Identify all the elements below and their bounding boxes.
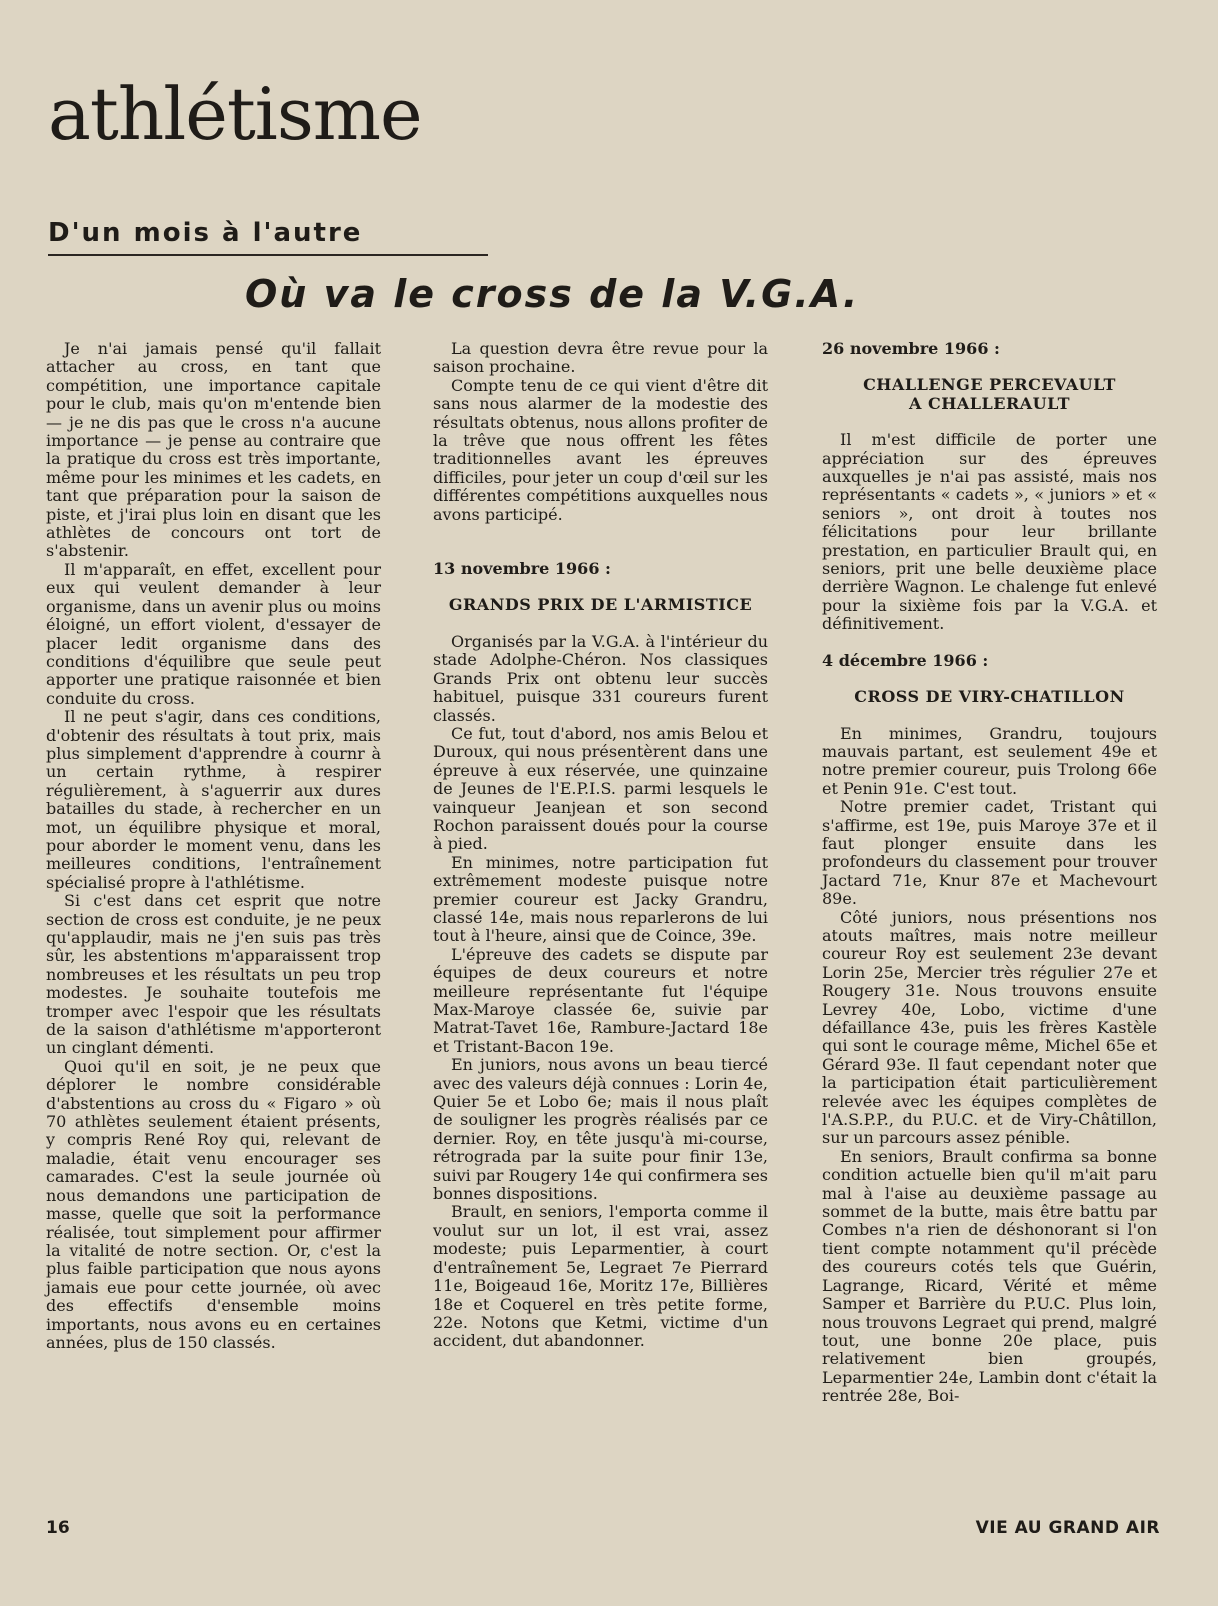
event-title: GRANDS PRIX DE L'ARMISTICE: [448, 595, 753, 615]
paragraph: Il m'est difficile de porter une appréciation sur des épreuves auxquelles je n'ai pas assisté, mais nos représentants « cadets », « juniors » et « seniors », ont droit à toutes nos félicitations pour leur brillante prestation, en particulier Brault qui, en seniors, prit une belle deuxième place derrière Wagnon. Le chalenge fut enlevé pour la sixième fois par la V.G.A. et définitivement.: [822, 430, 1157, 634]
paragraph: Notre premier cadet, Tristant qui s'affirme, est 19e, puis Maroye 37e et il faut plonger ensuite dans les profondeurs du classement pour trouver Jactard 71e, Knur 87e et Machevourt 89e.: [822, 797, 1157, 909]
event-title: A CHALLERAULT: [909, 393, 1070, 413]
paragraph: Il m'apparaît, en effet, excellent pour eux qui veulent demander à leur organisme, dans un avenir plus ou moins éloigné, un effort violent, d'essayer de placer ledit organisme dans des conditions d'équilibre que seule peut apporter une pratique raisonnée et bien conduite du cross.: [46, 559, 381, 708]
paragraph: Ce fut, tout d'abord, nos amis Belou et Duroux, qui nous présentèrent dans une épreuve à eux réservée, une quinzaine de Jeunes de l'E.P.I.S. parmi lesquels le vainqueur Jeanjean et son second Rochon paraissent doués pour la course à pied.: [433, 723, 768, 854]
section-title: athlétisme: [48, 72, 422, 156]
paragraph: Brault, en seniors, l'emporta comme il voulut sur un lot, il est vrai, assez modeste; puis Leparmentier, à court d'entraînement 5e, Legraet 7e Pierrard 11e, Boigeaud 16e, Moritz 17e, Billières 18e et Coquerel en très petite forme, 22e. Notons que Ketmi, victime d'un accident, dut abandonner.: [433, 1202, 768, 1351]
paragraph: L'épreuve des cadets se dispute par équipes de deux coureurs et notre meilleure représentante fut l'équipe Max-Maroye classée 6e, suivie par Matrat-Tavet 16e, Rambure-Jactard 18e et Tristant-Bacon 19e.: [433, 944, 768, 1056]
event-title: CROSS DE VIRY-CHATILLON: [854, 687, 1125, 707]
article-headline: Où va le cross de la V.G.A.: [245, 272, 860, 316]
paragraph: En juniors, nous avons un beau tiercé avec des valeurs déjà connues : Lorin 4e, Quier 5e et Lobo 6e; mais il nous plaît de souligner les progrès réalisés par ce dernier. Roy, en tête jusqu'à mi-course, rétrograda par la suite pour finir 13e, suivi par Rougery 14e qui confirmera ses bonnes dispositions.: [433, 1055, 768, 1204]
event-title: CHALLENGE PERCEVAULT: [863, 375, 1116, 395]
article-column-1: [46, 340, 381, 1352]
paragraph: Il ne peut s'agir, dans ces conditions, d'obtenir des résultats à tout prix, mais plus simplement d'apprendre à cournr à un certain rythme, à respirer régulièrement, à s'aguerrir aux dures batailles du stade, à rechercher en un mot, un équilibre physique et moral, pour aborder le moment venu, dans les meilleures conditions, l'entraînement spécialisé propre à l'athlétisme.: [46, 707, 381, 892]
paragraph: Je n'ai jamais pensé qu'il fallait attacher au cross, en tant que compétition, une importance capitale pour le club, mais qu'on m'entende bien — je ne dis pas que le cross n'a aucune importance — je pense au contraire que la pratique du cross est très importante, même pour les minimes et les cadets, en tant que préparation pour la saison de piste, et j'irai plus loin en disant que les athlètes de concours ont tort de s'abstenir.: [46, 339, 381, 561]
page-number: 16: [46, 1518, 70, 1538]
paragraph: En seniors, Brault confirma sa bonne condition actuelle bien qu'il m'ait paru mal à l'aise au deuxième passage au sommet de la butte, mais être battu par Combes n'a rien de déshonorant si l'on tient compte notamment qu'il précède des coureurs cotés tels que Guérin, Lagrange, Ricard, Vérité et même Samper et Barrière du P.U.C. Plus loin, nous trouvons Legraet qui prend, malgré tout, une bonne 20e place, puis relativement bien groupés, Leparmentier 24e, Lambin dont c'était la rentrée 28e, Boi-: [822, 1146, 1157, 1406]
paragraph: En minimes, notre participation fut extrêmement modeste puisque notre premier coureur est Jacky Grandru, classé 14e, mais nous reparlerons de lui tout à l'heure, ainsi que de Coince, 39e.: [433, 852, 768, 946]
event-date: 13 novembre 1966 :: [433, 559, 611, 579]
event-date: 4 décembre 1966 :: [822, 650, 989, 670]
paragraph: En minimes, Grandru, toujours mauvais partant, est seulement 49e et notre premier coureur, puis Trolong 66e et Penin 91e. C'est tout.: [822, 723, 1157, 798]
column-kicker: D'un mois à l'autre: [48, 218, 488, 256]
paragraph: Organisés par la V.G.A. à l'intérieur du stade Adolphe-Chéron. Nos classiques Grands Prix ont obtenu leur succès habituel, puisque 331 coureurs furent classés.: [433, 631, 768, 725]
event-date: 26 novembre 1966 :: [822, 339, 1000, 358]
paragraph: Compte tenu de ce qui vient d'être dit sans nous alarmer de la modestie des résultats obtenus, nous allons profiter de la trêve que nous offrent les fêtes traditionnelles avant les épreuves difficiles, pour jeter un coup d'œil sur les différentes compétitions auxquelles nous avons participé.: [433, 375, 768, 524]
magazine-name: VIE AU GRAND AIR: [975, 1518, 1160, 1538]
paragraph: Quoi qu'il en soit, je ne peux que déplorer le nombre considérable d'abstentions au cross du « Figaro » où 70 athlètes seulement étaient présents, y compris René Roy qui, relevant de maladie, était venu encourager ses camarades. C'est la seule journée où nous demandons une participation de masse, quelle que soit la performance réalisée, tout simplement pour affirmer la vitalité de notre section. Or, c'est la plus faible participation que nous ayons jamais eue pour cette journée, où avec des effectifs d'ensemble moins importants, nous avons eu en certaines années, plus de 150 classés.: [46, 1056, 381, 1352]
article-column-2: [433, 340, 768, 1351]
paragraph: Si c'est dans cet esprit que notre section de cross est conduite, je ne peux qu'applaudir, mais ne j'en suis pas très sûr, les abstentions m'apparaissent trop nombreuses et les résultats un peu trop modestes. Je souhaite toutefois me tromper avec l'espoir que les résultats de la saison d'athlétisme m'apporteront un cinglant démenti.: [46, 891, 381, 1058]
paragraph: La question devra être revue pour la saison prochaine.: [433, 339, 768, 377]
article-column-3: [822, 340, 1157, 1406]
paragraph: Côté juniors, nous présentions nos atouts maîtres, mais notre meilleur coureur Roy est seulement 23e devant Lorin 25e, Mercier très régulier 27e et Rougery 31e. Nous trouvons ensuite Levrey 40e, Lobo, victime d'une défaillance 43e, puis les frères Kastèle qui sont le courage même, Michel 65e et Gérard 93e. Il faut cependant noter que la participation était particulièrement relevée avec les équipes complètes de l'A.S.P.P., du P.U.C. et de Viry-Châtillon, sur un parcours assez pénible.: [822, 907, 1157, 1148]
